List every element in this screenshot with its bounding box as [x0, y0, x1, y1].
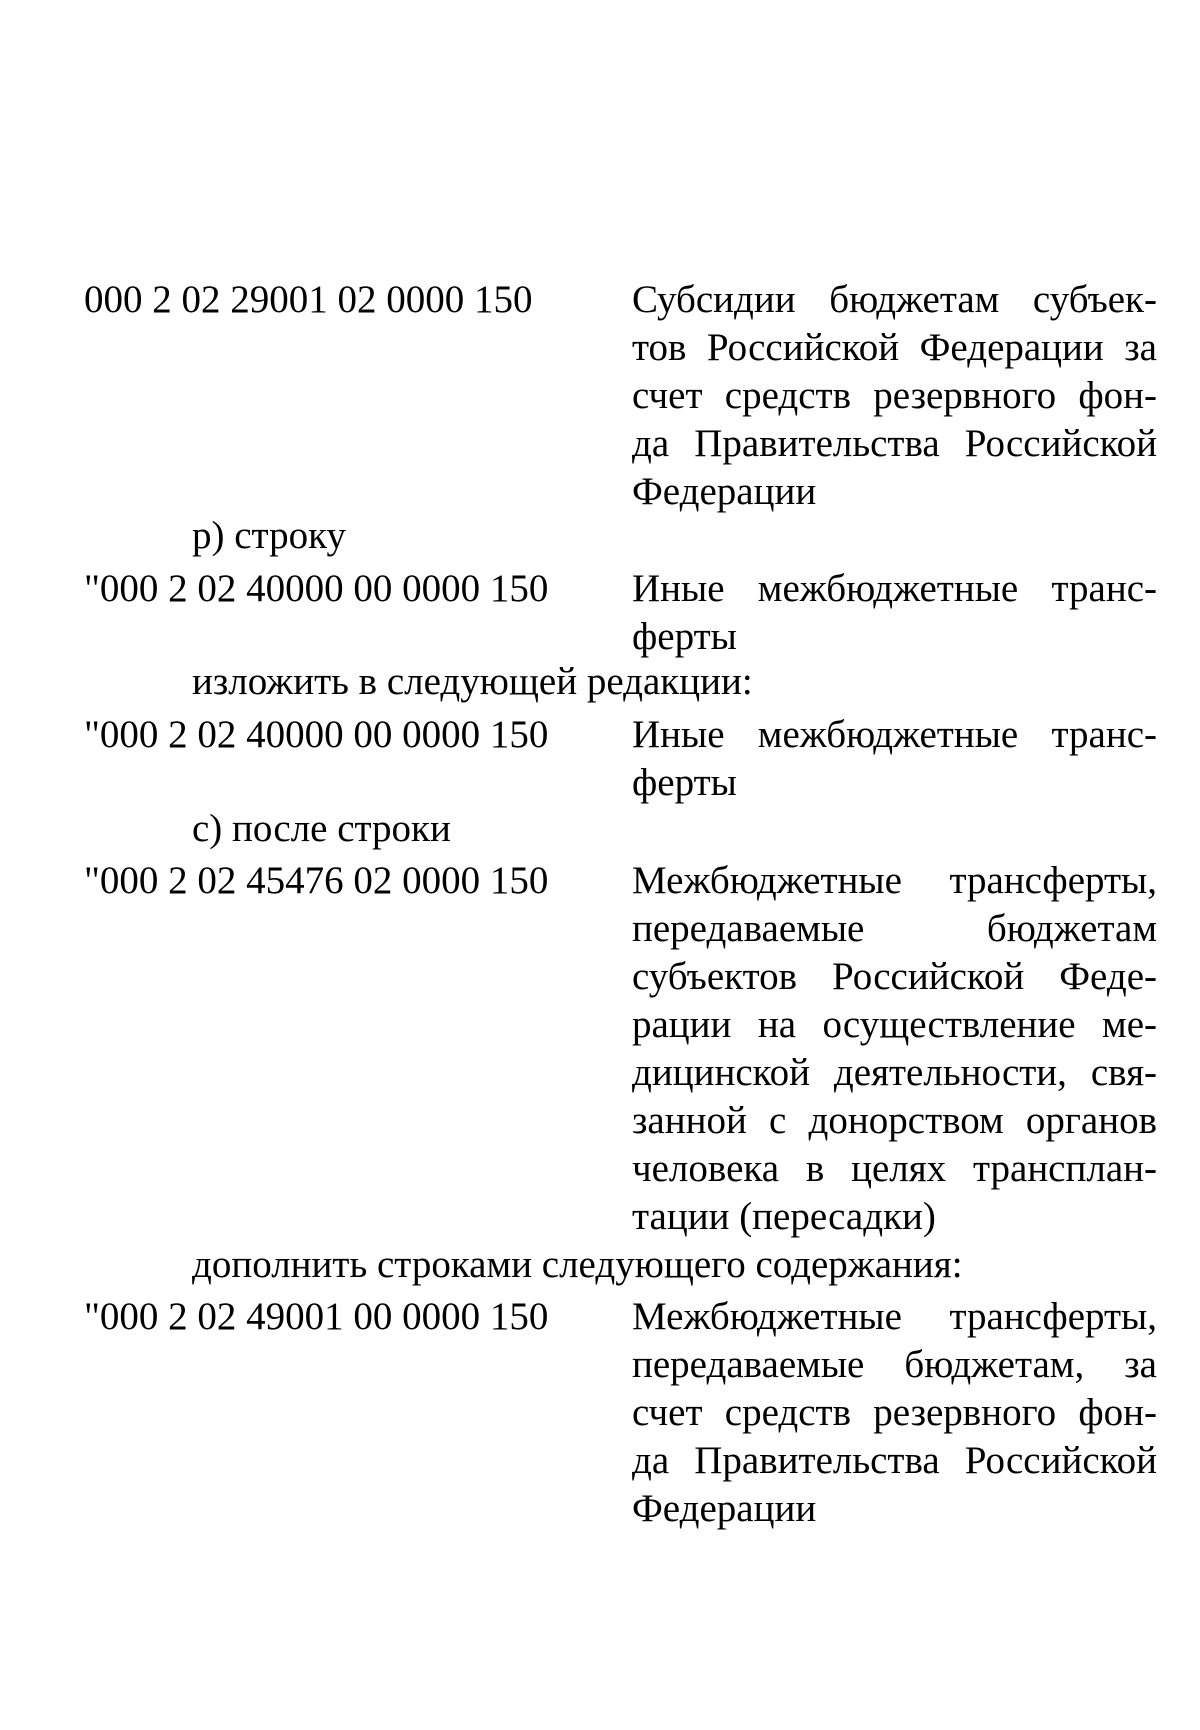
entry-description [632, 711, 1157, 807]
instruction-s-item: с) после строки [192, 807, 451, 850]
description-line: рации на осуществление ме- [632, 1003, 1157, 1046]
description-line: тации (пересадки) [632, 1195, 936, 1238]
description-line: ферты [632, 761, 737, 804]
entry-description [632, 276, 1157, 516]
instruction-replace: изложить в следующей редакции: [192, 660, 753, 703]
description-line: счет средств резервного фон- [632, 374, 1157, 417]
entry-code: "000 2 02 40000 00 0000 150 [84, 713, 549, 756]
instruction-append: дополнить строками следующего содержания: [192, 1243, 963, 1286]
description-line: счет средств резервного фон- [632, 1391, 1157, 1434]
entry-code: "000 2 02 45476 02 0000 150 [84, 859, 549, 902]
entry-code: 000 2 02 29001 02 0000 150 [84, 278, 533, 321]
description-line: человека в целях трансплан- [632, 1147, 1157, 1190]
description-line: тов Российской Федерации за [632, 326, 1157, 369]
description-line: субъектов Российской Феде- [632, 955, 1157, 998]
description-line: дицинской деятельности, свя- [632, 1051, 1157, 1094]
description-line: ферты [632, 615, 737, 658]
entry-description [632, 1293, 1157, 1533]
description-line: передаваемые бюджетам, за [632, 1343, 1157, 1386]
instruction-p-item: р) строку [192, 514, 346, 557]
description-line: занной с донорством органов [632, 1099, 1157, 1142]
description-line: Федерации [632, 1487, 817, 1530]
description-line: да Правительства Российской [632, 422, 1157, 465]
entry-description [632, 857, 1157, 1241]
entry-description [632, 565, 1157, 661]
entry-code: "000 2 02 49001 00 0000 150 [84, 1295, 549, 1338]
description-line: Иные межбюджетные транс- [632, 713, 1157, 756]
description-line: Иные межбюджетные транс- [632, 567, 1157, 610]
description-line: передаваемые бюджетам [632, 907, 1157, 950]
description-line: Межбюджетные трансферты, [632, 859, 1157, 902]
description-line: Федерации [632, 470, 817, 513]
description-line: Субсидии бюджетам субъек- [632, 278, 1157, 321]
entry-code: "000 2 02 40000 00 0000 150 [84, 567, 549, 610]
description-line: Межбюджетные трансферты, [632, 1295, 1157, 1338]
description-line: да Правительства Российской [632, 1439, 1157, 1482]
